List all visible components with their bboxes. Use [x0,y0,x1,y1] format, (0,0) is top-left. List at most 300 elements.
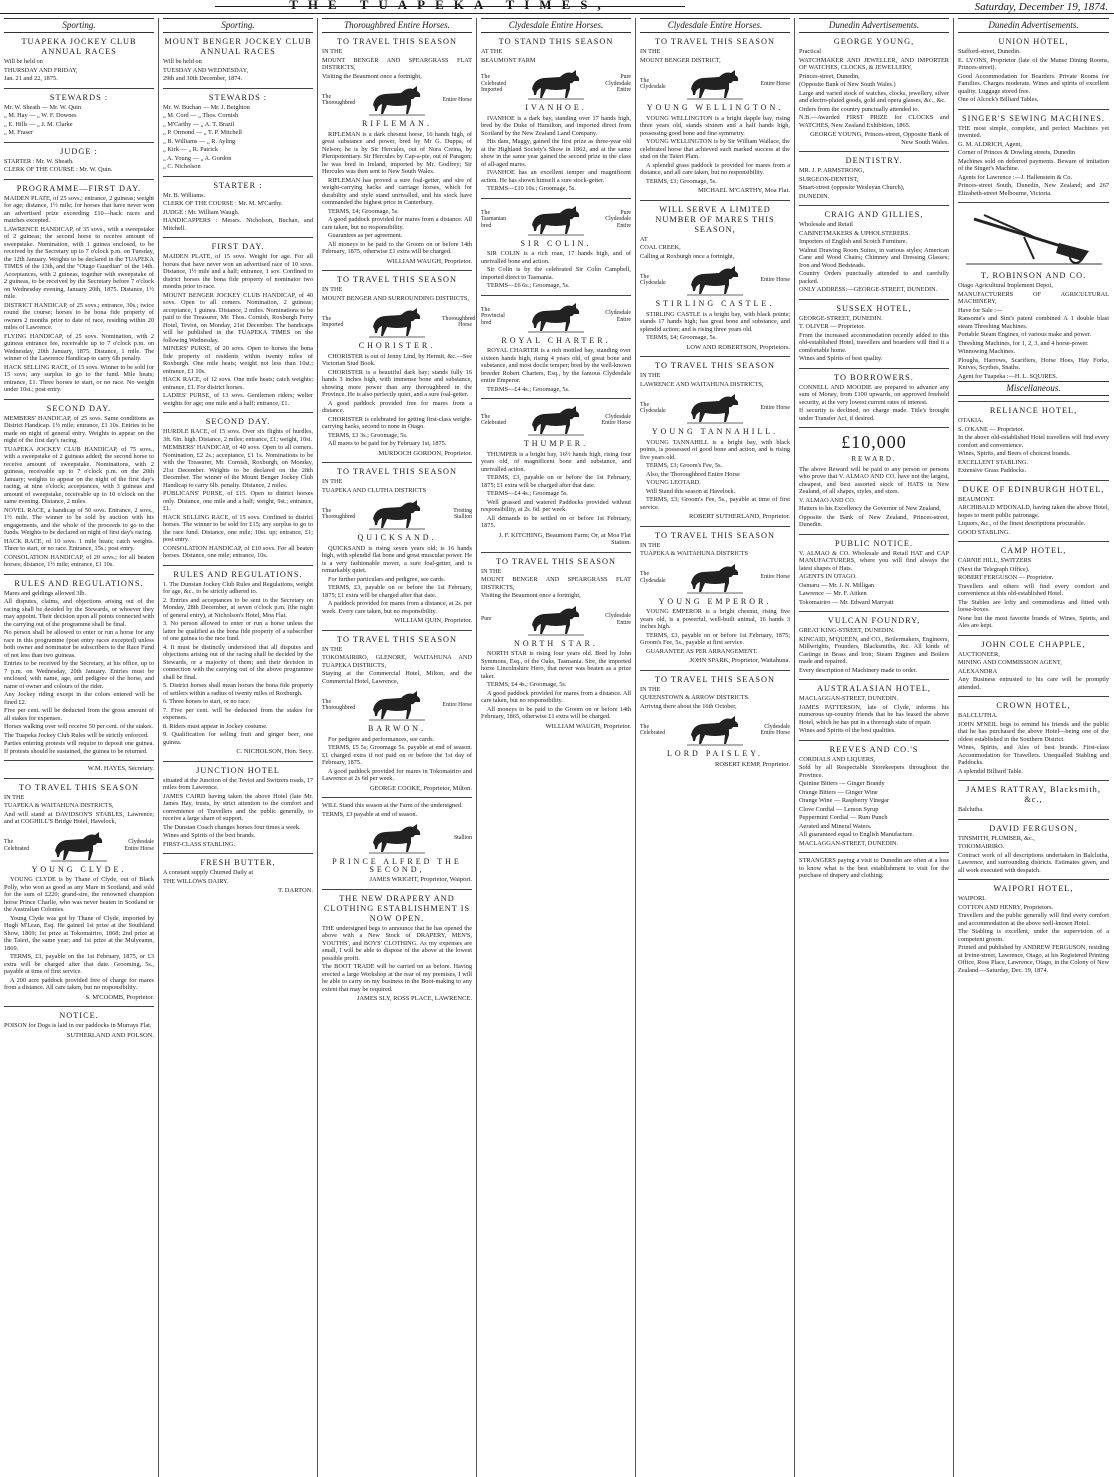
ad-line: GREAT KING-STREET, DUNEDIN. [799,627,895,634]
horse-illustration [685,713,745,747]
ad-body-text: TERMS—£4 4s.; Groomage, 5s. [487,385,570,393]
ad-line: „ Kirk — „ R. Patrick [163,146,218,153]
ad-block [163,237,313,407]
horse-figure [481,300,631,334]
newspaper-title: THE TUAPEKA TIMES, [215,0,685,13]
horse-figure [322,83,472,117]
ad-body-text: TERMS—£6 6s.; Groomage, 5s. [487,282,570,289]
ad-heading: CRAIG AND GILLIES, [824,210,924,219]
ad-line: Wines, Spirits, and Ales of best brands. First-class Accommodation for Travellers. Unequalled Stabling and Paddocks. [958,744,1109,766]
ad-block [640,37,790,195]
ad-body-text: Also, the Thoroughbred Entire Horse [646,470,740,478]
horse-name: CHORISTER. [358,341,436,350]
ad-line: Orange Wine — Raspberry Vinegar [799,797,890,804]
ad-signature: JAMES SLY, ROSS PLACE, LAWRENCE. [356,995,472,1002]
ad-heading: DENTISTRY. [845,156,903,165]
ad-line: CARNIE HILL, SWITZERS [958,557,1032,564]
ad-block [163,565,313,756]
horse-illustration [367,497,427,531]
horse-name: LORD PAISLEY. [667,749,763,758]
horse-figure [640,713,790,747]
ad-line: JAMES CAIRD having taken the above Hotel (late Mr. James Hay, trusts, by strict attention to the comfort and convenience of Travellers and the public generally, to receive a large share of support. [163,792,313,822]
ad-signature: LOW AND ROBERTSON, Proprietors. [686,343,790,351]
ad-line: HANDICAPPERS : Messrs. Nicholson, Buchan, and Mitchell. [163,217,313,232]
ad-line: EXCELLENT STABLING. [958,458,1029,466]
divider [163,88,313,89]
column-7 [954,18,1113,1477]
reward-label: REWARD. [851,455,897,463]
ad-line: Stafford-street, Dunedin. [958,48,1021,55]
ad-line: „ M. Cord — „ Thos. Cornish [163,112,239,119]
ad-block [799,534,949,607]
ad-heading: FIRST DAY. [211,242,265,251]
ad-line: G. M. ALDRICH, Agent, [958,140,1022,148]
ad-body-text: TERMS, £3, payable on or before the 1st February, 1875; £1 extra will be charged after that date. [322,584,472,599]
ad-line: Jan. 21 and 22, 1875. [4,75,58,82]
horse-caption-right: Entire Horse [760,80,790,87]
ad-line: TUAPEKA & WAITAHUNA DISTRICTS, [4,802,114,809]
ad-body-text: ROYAL CHARTER is a rich mottled bay, standing over sixteen hands high, rising 4 years old, of great bone and substance, and most docile temper; bred by the well-known breeder Robert Charters, Esq., by the famous Clydesdale entire Emperor. [481,347,631,384]
ad-heading: SINGER'S SEWING MACHINES. [962,113,1105,123]
ad-body-text: QUICKSAND is rising seven years old; is 16 hands high, with splendid flat bone and great muscular power. He is a very fashionable mover, a sure foal-getter, and is remarkably quiet. [322,544,472,574]
ad-line: „ M. Hay — „ W. F. Downes [4,112,77,119]
ad-signature: MICHAEL M'CARTHY, Moa Flat. [698,187,790,194]
ad-line: Any Business entrusted to his care will be promptly attended. [958,676,1109,691]
divider [799,368,949,369]
ad-heading: TO TRAVEL THIS SEASON [337,634,457,644]
ad-body-text: All moneys to be paid to the Groom on or before 14th February, 1875, otherwise £1 extra will be charged. [322,240,472,255]
horse-caption-left: The Thoroughbred [322,698,356,711]
ad-heading: TO TRAVEL THIS SEASON [655,361,775,370]
ad-line: CONSOLATION HANDICAP, of 20 sovs.; for all beaten horses; distance, 1½ mile; entrance, £1 10s. [4,553,154,568]
ad-body-text: IVANHOE has an excellent temper and magnificent action. He has shown himself a sure stock-getter. [481,169,631,184]
ad-line: DISTRICT HANDICAP, of 25 sovs.; entrance, 30s.; twice round the course; horses to be bona fide property of owners 2 months prior to date of race, residing within 20 miles of Lawrence. [4,301,154,331]
horse-name: BARWON. [367,724,427,733]
ad-body-text: A good paddock provided free for mares from a distance. [322,399,472,414]
horse-illustration [685,67,745,101]
ad-line: Mares and geldings allowed 3lb. [4,589,87,597]
ad-block [958,780,1109,814]
ad-heading: TO TRAVEL THIS SEASON [655,37,775,46]
ad-heading: TO TRAVEL THIS SEASON [337,275,457,284]
ad-line: TERMS, £3 payable at end of season. [322,810,418,818]
column-header: Clydesdale Entire Horses. [481,18,631,33]
divider [4,179,154,180]
divider [958,696,1109,697]
ad-line: CABINETMAKERS & UPHOLSTERERS. [799,229,911,237]
plough-illustration [964,207,1104,267]
ad-line: N.B.—Awarded FIRST PRIZE for CLOCKS and WATCHES, New Zealand Exhibition, 1865. [799,114,949,129]
horse-caption-right: Clydesdale Entire Horse [124,839,154,852]
ad-line: IN THE [322,478,343,485]
horse-figure [640,391,790,425]
ad-line: Wines, Spirits, and Beers of choicest brands. [958,450,1071,457]
horse-caption-left: The Celebrated [4,839,30,852]
ad-body-text: CHORISTER is a beautiful dark bay; stands fully 16 hands 3 inches high, with immense bone and substance, showing more power than any thoroughbred in the Province. He is also perfectly quiet, and a sure foal-getter. [322,368,472,398]
ad-heading: MOUNT BENGER JOCKEY CLUB ANNUAL RACES [164,37,312,56]
ad-body-text: RIFLEMAN has proved a sure foal-getter, and sire of weight-carrying hacks and carriage horses, which for durability and style stand unrivalled, and his stock have commanded the highest price in Canterbury. [322,176,472,206]
ad-block [799,151,949,200]
ad-body-text: GUARANTEE AS PER ARRANGEMENT. [646,647,758,655]
ad-line: 2. Entries and acceptances to be sent to the Secretary on Monday, 28th December, at seven o'clock p.m. (the night of general entry), at Nicholson's Hotel, Moa Flat. [163,596,313,619]
ad-heading: RELIANCE HOTEL, [989,406,1078,415]
ad-block [799,740,949,848]
ad-heading: TO TRAVEL THIS SEASON [19,782,139,792]
ad-block [322,270,476,457]
ad-line: STARTER : Mr. W. Sheath. [4,157,74,165]
ad-signature: C. NICHOLSON, Hon. Secy. [236,748,313,755]
ad-line: Will be held on [163,58,202,65]
horse-caption-right: Clydesdale Entire [605,310,631,323]
ad-line: 6. Three horses to start, or no race. [163,698,251,705]
ad-body-text: All demands to be settled on or before 1st February, 1875. [481,514,631,529]
ad-signature: GEORGE COOKE, Proprietor, Milton. [369,784,472,792]
ad-line: TOKOMAIRIRO, GLENORE, WAITAHUNA AND TUAPEKA DISTRICTS, [322,654,472,669]
divider [799,205,949,206]
ad-line: 8. Riders must appear in Jockey costume. [163,722,268,730]
ad-line: The Stables are lofty and commodious and fitted with loose-boxes. [958,598,1109,613]
ad-body-text: A 200 acre paddock provided free of charge for mares from a distance. All care taken, but no responsibility. [4,976,154,991]
ad-block [799,299,949,363]
ad-body-text: TERMS, £5 5s; Groomage 5s. payable at end of season. £1 charged extra if not paid on or before the 1st day of February, 1875. [322,744,472,766]
horse-name: NORTH STAR. [514,638,598,648]
horse-caption-right: Thoroughbred Horse [442,315,476,328]
ad-line: AT [640,235,648,243]
ad-line: CLERK OF THE COURSE : Mr. M. M'Carthy. [163,200,283,207]
ad-body-text: TERMS, £3, payable on or before the 1st February, 1875; £1 extra will be charged after that date. [481,474,631,489]
ad-line: Princes-street South, Dunedin, New Zealand; and 267 Elizabeth-street Melbourne, Victoria. [958,182,1109,197]
ad-line: MACLAGGAN-STREET, DUNEDIN. [799,839,899,847]
ad-heading: JUNCTION HOTEL [196,765,280,775]
ad-line: DUNEDIN. [799,192,830,200]
ad-line: None but the most favorite brands of Wines, Spirits, and Ales are kept. [958,614,1109,629]
ad-line: In the above old-established Hotel travellers will find every comfort and convenience. [958,434,1109,449]
ad-line: Quinine Bitters — Ginger Brandy [799,780,885,787]
ad-block [799,611,949,674]
ad-heading: T. ROBINSON AND CO. [980,271,1087,280]
horse-caption-left: The Thoroughbred [322,507,356,520]
ad-line: JUDGE : Mr. William Waugh. [163,208,240,216]
horse-illustration [49,829,109,863]
ad-line: THURSDAY AND FRIDAY, [4,66,78,74]
ad-line: POISON for Dogs is laid in our paddocks in Murrays Flat. [4,1022,152,1029]
ad-line: IN THE [4,793,25,801]
ad-block [481,295,631,394]
ad-line: Entries to be received by the Secretary, at his office, up to 7 p.m. on Wednesday, 20th January. Entries must be enclosed, with name, age, and pedigree of the horse, and name of owner and colours of the rider. [4,660,154,690]
ad-line: Clove Cordial — Lemon Syrup [799,805,879,813]
ad-line: „ C. Nicholson [163,163,201,170]
ad-heading: NOTICE. [59,1011,99,1020]
ad-line: Extensive Grass Paddocks. [958,467,1027,474]
ad-line: MACLAGGAN-STREET, DUNEDIN. [799,695,899,702]
divider [799,534,949,535]
ad-body-text: A good paddock provided for mares from a distance. All care taken, but no responsibility. [481,689,631,704]
divider [4,399,154,400]
divider [163,412,313,413]
ad-line: PUBLICANS' PURSE, of £15. Open to district horses only. Distance, one mile and a half; weight, 9st.; entrance, £1. [163,490,313,512]
ad-heading: REEVES AND CO.'S [829,744,919,754]
horse-name: STIRLING CASTLE. [655,299,775,308]
ad-block [4,88,154,137]
ad-line: V. ALMAO AND CO. [799,496,856,504]
ad-line: IN THE [640,685,661,693]
horse-illustration [526,300,586,334]
ad-line: Corner of Princes & Dowling streets, Dunedin [958,149,1075,156]
ad-line: HACK SELLING RACE, of 15 sovs. Confined to district horses. The winner to be sold for £15; any surplus to go to the race fund. Distance, one mile; 10st. up; entrance, £1; post entry. [163,513,313,543]
ad-line: MOUNT BENGER JOCKEY CLUB HANDICAP, of 40 sovs. Open to all comers. Nomination, 2 guineas; acceptance, 1 guinea. Distance, 2 miles. Nominations to be paid to the Treasurer, Mr. Thos. Cornish, Roxburgh Ferry Hotel, Teviot, on Monday, 21st December. The handicaps will be published in the TUAPEKA TIMES on the following Wednesday. [163,291,313,344]
horse-illustration [367,83,427,117]
horse-figure [481,67,631,101]
ad-line: From the increased accommodation recently added to this old-established Hotel, travellers and boarders will find it a comfortable home. [799,331,949,354]
ad-line: Travellers and others will find every comfort and convenience at this old-established Hotel. [958,582,1109,597]
ad-line: Orders from the country punctually attended to. [799,105,920,113]
horse-illustration [685,561,745,595]
divider [481,198,631,199]
divider [4,88,154,89]
ad-block [958,635,1109,692]
ad-block [640,526,790,665]
column-1 [0,18,159,1477]
ad-line: IN THE [640,541,661,549]
column-4 [477,18,636,1477]
ad-line: BALCLUTHA. [958,712,998,719]
horse-caption-right: Entire Horse [442,96,472,103]
ad-line: Contract work of all descriptions undertaken in Balclutha, Lawrence, and surrounding districts. Estimates given, and all work executed with despatch. [958,851,1109,874]
ad-line: THE WILLOWS DAIRY. [163,877,229,885]
ad-body-text: For further particulars and pedigree, see cards. [328,575,446,583]
ad-line: MEMBERS' HANDICAP, of 25 sovs. Same conditions as District Handicap. 1½ mile; entrance, £1 10s. Entries to be made on night of general entry. Weights to appear on the night of the first day's racing. [4,414,154,444]
masthead [0,0,1114,14]
divider [799,611,949,612]
horse-caption-left: The Thoroughbred [322,93,356,106]
ad-line: (Next the Telegraph Office). [958,565,1030,573]
ad-heading: DAVID FERGUSON, [989,823,1078,833]
ad-body-text: IVANHOE is a dark bay, standing over 17 hands high, bred by the Duke of Hamilton, and imported direct from Scotland by the New Zealand Land Company. [481,114,631,137]
ad-block [322,462,472,625]
ad-line: V. ALMAO & CO. Wholesale and Retail HAT and CAP MANUFACTURERS, where you will find always the latest shapes of Hats. [799,549,949,572]
divider [163,565,313,566]
ad-heading: RULES AND REGULATIONS. [173,569,303,579]
ad-body-text: YOUNG CLYDE is by Thane of Clyde, out of Black Polly, who won as good as any Mare in Scotland, and sold for the sum of £220; grand-sire, the renowned champion horse Prince Charlie, who was never beaten in Scotland or the Australian Colonies. [4,876,154,913]
ad-heading: TUAPEKA JOCKEY CLUB ANNUAL RACES [21,37,137,56]
ad-heading: TO TRAVEL THIS SEASON [655,674,775,684]
ad-body-text: TERMS, £4 4s.; Groomage, 5s. [487,681,567,688]
ad-body-text: TERMS, £4; Groomage, 5s. [328,207,399,215]
ad-line: COTTON AND HENRY, Proprietors. [958,903,1054,911]
horse-caption-right: Entire Horse [760,404,790,411]
ad-line: Travellers and the public generally will find every comfort and accommodation at the above well-known Hotel. [958,912,1109,927]
ad-line: STRANGERS paying a visit to Dunedin are often at a loss to know what is the best establishment to visit for the purchase of drapery and clothing. [799,857,949,879]
horse-figure [322,497,472,531]
ad-line: IN THE [640,48,661,55]
ad-body-text: TERMS, £3; Groomage, 5s. [646,177,717,185]
ad-line: CORDIALS AND LIQUERS, [799,755,876,763]
ad-line: Liquors, &c., of the finest descriptions procurable. [958,520,1086,527]
ad-block [322,797,472,884]
divider [958,202,1109,203]
ad-line: Otago Agricultural Implement Depot, [958,282,1053,289]
ad-line: Will be held on [4,58,43,65]
ad-block [4,399,154,569]
divider [640,670,790,671]
ad-body-text: YOUNG WELLINGTON is by Sir William Wallace, the celebrated horse that achieved such marked success at the stud on the Taieri Plain. [640,138,790,160]
ad-heading: STEWARDS : [208,92,268,102]
divider [4,778,154,779]
horse-illustration [367,688,427,722]
horse-caption-left: Pure [481,616,492,623]
ad-line: Any Jockey riding except in the colors entered will be fined £2. [4,691,154,706]
ad-body-text: CHORISTER is out of Jenny Lind, by Hermit, &c.—See Victorian Stud Book. [322,352,472,367]
ad-line: Threshing Machines, for 1, 2, 3, and 4 horse-power. [958,339,1089,347]
ad-line: WATCHMAKER AND JEWELLER, AND IMPORTER OF WATCHES, CLOCKS, & JEWELLERY, [799,56,949,71]
divider [481,552,631,553]
ad-line: Lawrence — Mr. F. Aitken [799,590,867,597]
ad-body-text: Guarantees as per agreement. [328,232,403,239]
ad-body-text: TERMS, £3; Groom's Fee, 5s. [646,462,723,469]
ad-heading: CROWN HOTEL, [996,701,1071,710]
ad-line: Peppermint Cordial — Rum Punch [799,814,888,821]
ad-line: HACK RACE, of 10 sovs. 1 mile heats; catch weights. Three to start, or no race. Entrance, 15s.; post entry. [4,537,154,552]
ad-signature: ROBERT SUTHERLAND, Proprietor. [689,513,790,520]
ad-body-text: YOUNG EMPEROR is a bright chesnut, rising five years old, is a powerful, well-built animal, 16 hands 3 inches high. [640,608,790,630]
ad-line: Oamaru — Mr. J. N. Milligan [799,581,875,589]
ad-line: WAIPORI. [958,895,986,902]
ad-block [958,381,1109,396]
ad-heading: TO TRAVEL THIS SEASON [655,530,775,540]
ad-heading: TO BORROWERS. [834,372,914,382]
ad-line: „ M'Carthy — „ A. T. Brazil [163,120,235,128]
ad-line: Aerated and Mineral Waters. [799,822,872,830]
ad-heading: TO TRAVEL THIS SEASON [496,556,616,566]
horse-illustration [526,203,586,237]
ad-line: NOVEL RACE, a handicap of 50 sovs. Entrance, 2 sovs., 1½ mile. The winner to be sold by auction with his engagements, and the whole of the proceeds to go to the funds. Weights to be declared on night of first day's racing. [4,506,154,536]
ad-line: A splendid Billiard Table. [958,767,1023,775]
ad-line: (Opposite Bank of New South Wales.) [799,81,896,88]
ad-heading: CAMP HOTEL, [1000,546,1067,555]
ad-line: No person shall be allowed to enter or run a horse for any race in this programme (post entry races excepted) unless both owner and nominator be subscribers to the Race Fund of not less than two guineas. [4,629,154,659]
ad-block [4,37,154,83]
ad-signature: J. F. KITCHING, Beaumont Farm; Or, at Moa Flat Station. [498,531,631,546]
horse-caption-right: Entire Horse [442,701,472,708]
ad-line: „ E. Hills — „ J. M. Clarke [4,120,73,128]
horse-caption-left: The Clydesdale [640,401,666,414]
ad-line: GOOD STABLING. [958,528,1010,536]
ad-line: FIRST-CLASS STABLING. [163,840,236,848]
ad-block [4,179,154,394]
horse-caption-left: The Clydesdale [640,571,666,584]
ad-heading: TO STAND THIS SEASON [498,37,614,46]
horse-caption-right: Clydesdale Entire [605,613,631,626]
ad-line: TUAPEKA & WAITAHUNA DISTRICTS [640,550,749,557]
ad-line: If security is declined, no charge made. Title's brought under Transfer Act, if desired. [799,407,949,422]
divider [163,176,313,177]
ad-block [4,1006,154,1039]
section-header: Miscellaneous. [958,381,1109,396]
horse-caption-right: Clydesdale Entire Horse [760,723,790,736]
ad-body-text: Sir Colin is by the celebrated Sir Colin Campbell, imported direct to Tasmania. [481,266,631,281]
ad-block [799,37,949,146]
ad-heading: PROGRAMME—FIRST DAY. [16,183,142,193]
ad-line: IN THE [481,567,502,575]
ad-block [958,37,1109,104]
ad-block [799,679,949,735]
ad-block [4,778,154,1002]
ad-line: Visiting the Beaumont once a fortnight, [322,72,422,80]
ad-line: Stuart-street (opposite Wesleyan Church), [799,184,905,191]
horse-figure [640,67,790,101]
ad-line: HACK RACE, of 12 sovs. One mile heats; catch weights; entrance, £1. For district horses. [163,376,313,391]
divider [799,740,949,741]
ad-body-text: A paddock provided for mares from a distance, at 2s. per week. Every care taken, but no responsibility. [322,600,472,615]
ad-line: situated at the Junction of the Teviot and Switzers roads, 17 miles from Lawrence. [163,776,314,791]
ad-heading: SECOND DAY. [46,403,112,413]
ad-line: MOUNT BENGER AND SPEARGRASS FLAT DISTRICTS, [322,56,472,71]
ad-line: ONLY ADDRESS:—GEORGE-STREET, DUNEDIN. [799,286,938,293]
column-5 [636,18,795,1477]
column-header: Clydesdale Entire Horses. [640,18,790,33]
ad-line: Sold by all Respectable Storekeepers throughout the Province. [799,764,949,779]
ad-body-text: YOUNG WELLINGTON is a bright dapple bay, rising three years old, stands sixteen and a half hands high, possessing good bone and fine symmetry. [640,114,790,137]
ad-line: LADIES' PURSE, of 13 sovs. Gentlemen riders; welter weights for age; one mile and a half; entrance, £1. [163,392,313,407]
ad-body-text: STIRLING CASTLE is a bright bay, with black points; stands 17 hands high; has great bone and substance, and splendid action; and is rising three years old. [640,310,790,333]
ad-line: CONNELL AND MOODIE are prepared to advance any sum of Money, from £100 upwards, on approved freehold security, at the very lowest current rates of interest. [799,383,949,406]
divider [640,356,790,357]
ad-line: Machines sold on deferred payments. Beware of imitation of the Singer's Machine. [958,157,1109,172]
divider [799,427,949,428]
ad-line: Portable Steam Engines, of various make and power. [958,331,1092,338]
horse-figure [322,688,472,722]
ad-line: SURGEON-DENTIST, [799,175,859,183]
horse-illustration [526,403,586,437]
ad-line: MINERS' PURSE, of 20 sovs. Open to horses the bona fide property of residents within twenty miles of Roxburgh. One mile heats; weight not less than 10st.; entrance, £1 10s. [163,345,313,375]
ad-heading: FRESH BUTTER, [200,858,276,867]
ad-line: E. LYONS, Proprietor (late of the Manse Dining Rooms, Princes-street). [958,56,1109,71]
ad-line: The Dunstan Coach changes horses four times a week. [163,823,301,831]
ad-line: 29th and 30th December, 1874. [163,75,243,82]
ad-signature: S. M'COOMB, Proprietor. [85,993,154,1001]
ad-line: AT THE [481,48,503,55]
ad-block [481,552,631,731]
ad-heading: SECOND DAY. [205,417,271,426]
horse-name: IVANHOE. [525,103,587,112]
ad-line: ARCHIBALD M'DONALD, having taken the above Hotel, hopes to merit public patronage. [958,504,1109,519]
ad-heading: GEORGE YOUNG, [833,37,915,46]
ad-line: S. O'KANE — Proprietor. [958,425,1025,433]
ad-line: JOHN M'NEIL begs to remind his friends and the public that he has purchased the above Hotel—being one of the oldest established in the Southern District. [958,720,1109,743]
ad-heading: DUKE OF EDINBURGH HOTEL, [962,484,1105,494]
ad-line: Wines and Spirits of best quality. [799,355,883,362]
horse-name: PRINCE ALFRED THE SECOND, [332,857,462,874]
ad-line: BEAUMONT FARM [481,56,536,64]
column-header: Sporting. [163,18,313,33]
ad-line: Wines and Spirits of the best brands. [163,832,256,839]
ad-block [958,202,1109,380]
ad-heading: UNION HOTEL, [998,37,1069,46]
ad-block [322,37,472,265]
horse-name: RIFLEMAN. [362,119,432,128]
ad-line: Horses walking over will receive 50 per cent. of the stakes. [4,723,153,730]
ad-body-text: NORTH STAR is rising four years old. Bred by John Symmons, Esq., of the Oaks, Tasmania. Sire, the imported horse Lincolnshire Hero, that never was beaten as a prize taker. [481,650,631,680]
ad-line: HACK SELLING RACE, of 15 sovs. Winner to be sold for 15 sovs; any surplus to go to the fund. Mile heats; entrance, £1. Three horses to start, or no race. No weight under 10st.; post entry. [4,363,154,393]
ad-body-text: TERMS, £3, payable on or before 1st February, 1875; Groom's Fee, 5s., payable at first service. [640,631,790,646]
ad-line: FLYING HANDICAP, of 25 sovs. Nomination, with 2 guineas entrance fee, receivable up to 7 o'clock p.m. on Wednesday, 20th January, 1875. Distance, 1 mile. The winner of the Lawrence Handicap to carry 6lb penalty. [4,332,154,362]
ad-line: ALEXANDRA [958,667,998,675]
ad-line: T. OLIVER — Proprietor. [799,323,865,330]
horse-figure [481,203,631,237]
ad-block [640,356,790,521]
ad-signature: GEORGE YOUNG, Princes-street, Opposite Bank of New South Wales. [810,131,949,146]
divider [322,889,472,890]
